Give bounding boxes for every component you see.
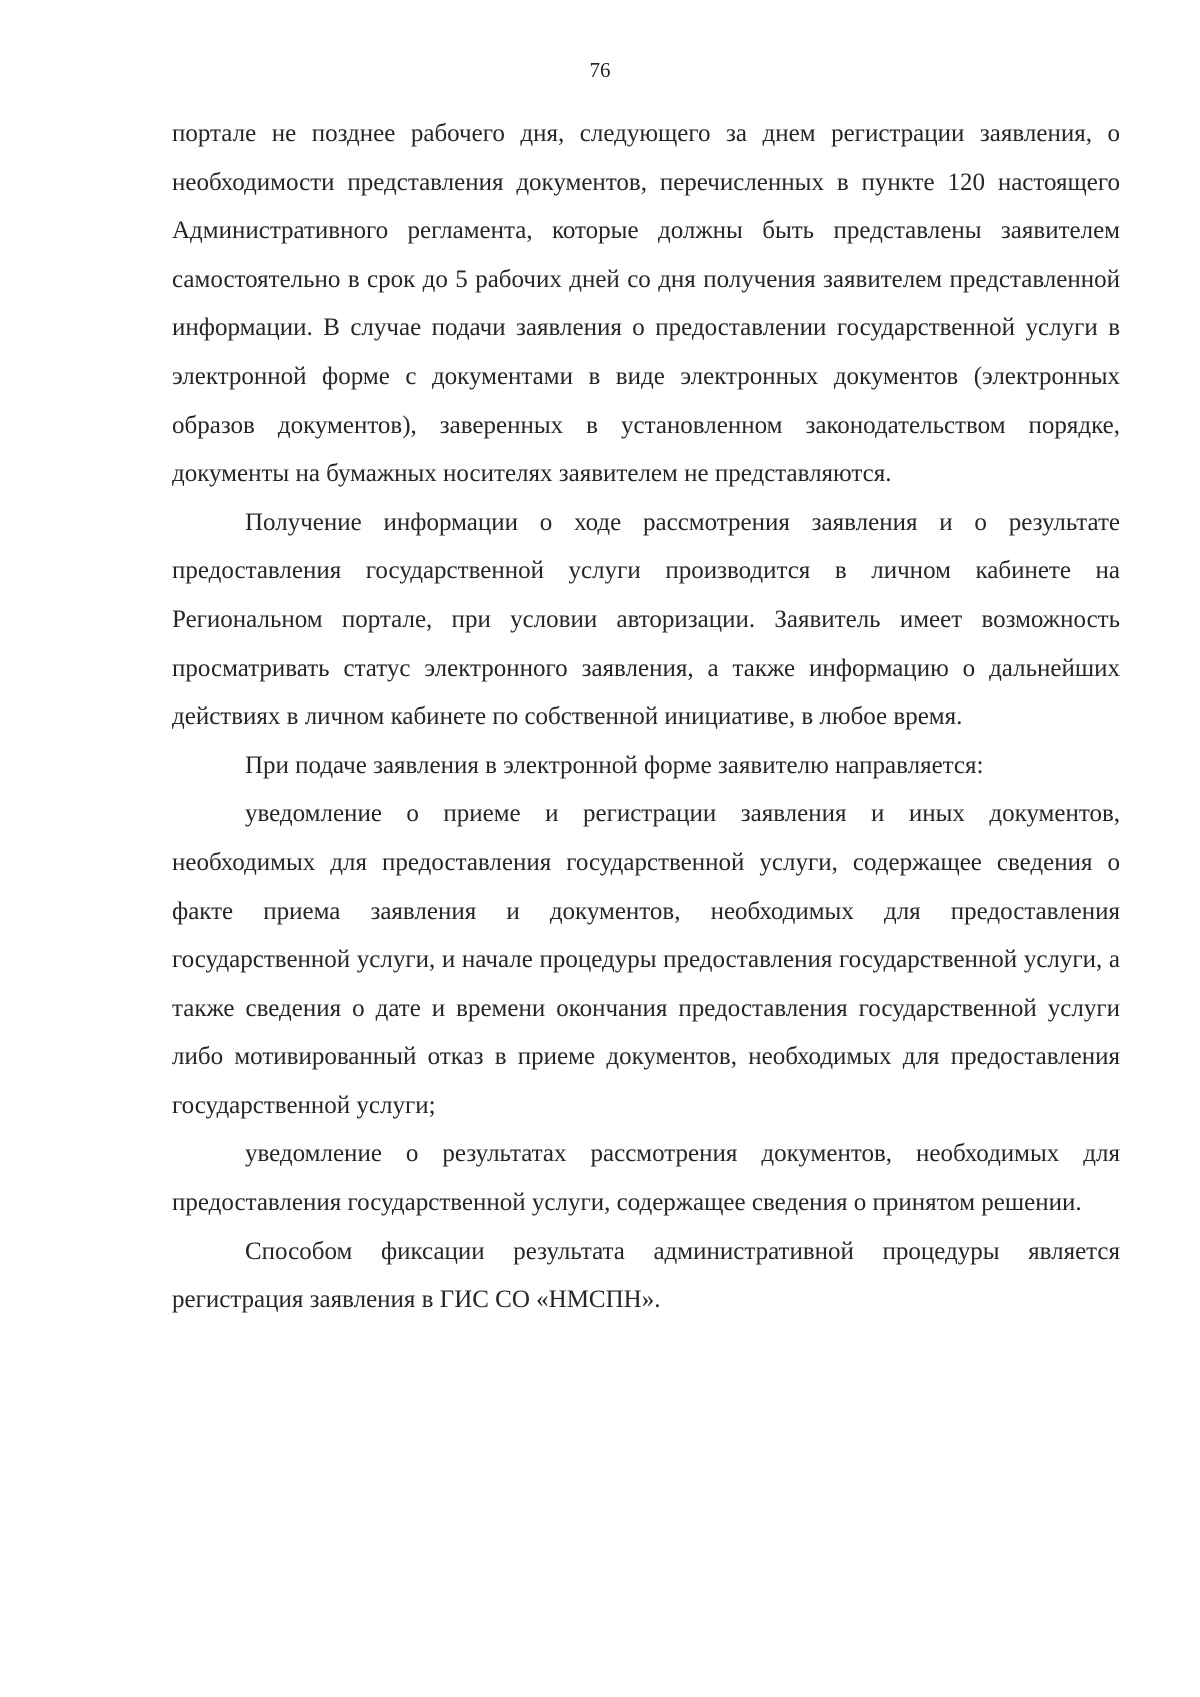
paragraph-notifications-intro: При подаче заявления в электронной форме заявителю направляется: [245,751,984,779]
paragraph-status-info: Получение информации о ходе рассмотрения заявления и о результате предоставления государственной услуги производится в личном кабинете на Региональном портале, при условии авторизации. Заявитель имеет возможность просматривать статус электронного заявления, а также информацию о дальнейших действиях в личном кабинете по собственной инициативе, в любое время. [172,508,1120,731]
page-number: 76 [589,58,611,82]
paragraph-fixation-method: Способом фиксации результата административной процедуры является регистрация заявления в ГИС СО «НМСПН». [172,1237,1120,1314]
paragraph-notification-receipt: уведомление о приеме и регистрации заявления и иных документов, необходимых для предоставления государственной услуги, содержащее сведения о факте приема заявления и документов, необходимых для предоставления государственной услуги, и начале процедуры предоставления государственной услуги, а также сведения о дате и времени окончания предоставления государственной услуги либо мотивированный отказ в приеме документов, необходимых для предоставления государственной услуги; [172,800,1120,1119]
paragraph-continuation: портале не позднее рабочего дня, следующего за днем регистрации заявления, о необходимости представления документов, перечисленных в пункте 120 настоящего Административного регламента, которые должны быть представлены заявителем самостоятельно в срок до 5 рабочих дней со дня получения заявителем представленной информации. В случае подачи заявления о предоставлении государственной услуги в электронной форме с документами в виде электронных документов (электронных образов документов), заверенных в установленном законодательством порядке, документы на бумажных носителях заявителем не представляются. [172,120,1120,488]
document-body [172,110,1120,1325]
paragraph-notification-result: уведомление о результатах рассмотрения документов, необходимых для предоставления государственной услуги, содержащее сведения о принятом решении. [172,1140,1120,1217]
